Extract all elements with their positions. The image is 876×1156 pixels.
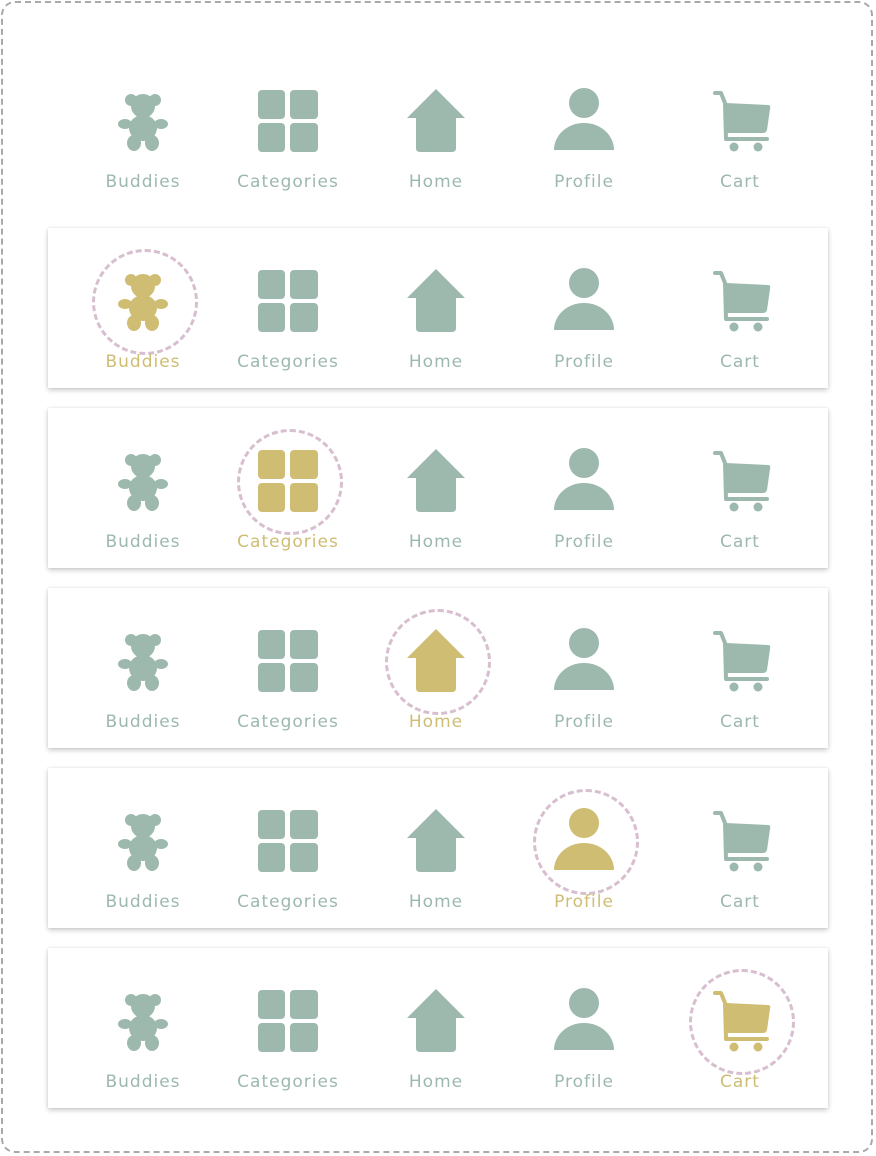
nav-item-label: Categories [237, 172, 339, 192]
shopping-cart-icon [708, 448, 772, 512]
nav-item-buddies[interactable] [68, 948, 218, 1108]
nav-item-label: Cart [720, 352, 760, 372]
nav-item-categories[interactable] [213, 48, 363, 208]
home-icon [404, 448, 468, 512]
nav-item-home[interactable] [361, 408, 511, 568]
shopping-cart-icon [708, 88, 772, 152]
nav-item-cart[interactable] [665, 48, 815, 208]
shopping-cart-icon [708, 808, 772, 872]
nav-item-label: Cart [720, 172, 760, 192]
teddy-bear-icon [111, 268, 175, 332]
nav-item-home[interactable] [361, 48, 511, 208]
nav-item-buddies[interactable] [68, 48, 218, 208]
nav-item-label: Home [408, 532, 464, 552]
nav-item-label: Home [408, 352, 464, 372]
teddy-bear-icon [111, 88, 175, 152]
nav-item-label: Profile [554, 712, 614, 732]
nav-item-label: Home [408, 712, 464, 732]
teddy-bear-icon [111, 448, 175, 512]
nav-item-label: Home [408, 172, 464, 192]
grid-icon [256, 808, 320, 872]
nav-item-buddies[interactable] [68, 408, 218, 568]
nav-item-label: Profile [554, 1072, 614, 1092]
grid-icon [256, 988, 320, 1052]
nav-item-label: Profile [554, 352, 614, 372]
tab-bar-cart-selected [48, 948, 828, 1108]
grid-icon [256, 448, 320, 512]
nav-item-cart[interactable] [665, 228, 815, 388]
nav-item-cart[interactable] [665, 408, 815, 568]
nav-item-label: Home [408, 892, 464, 912]
home-icon [404, 808, 468, 872]
teddy-bear-icon [111, 988, 175, 1052]
nav-item-profile[interactable] [509, 48, 659, 208]
nav-item-label: Cart [720, 532, 760, 552]
nav-item-label: Categories [237, 352, 339, 372]
nav-item-home[interactable] [361, 588, 511, 748]
nav-item-categories[interactable] [213, 228, 363, 388]
nav-item-label: Categories [237, 712, 339, 732]
home-icon [404, 628, 468, 692]
user-icon [552, 448, 616, 512]
user-icon [552, 628, 616, 692]
nav-item-label: Cart [720, 712, 760, 732]
user-icon [552, 988, 616, 1052]
nav-item-cart[interactable] [665, 768, 815, 928]
nav-item-categories[interactable] [213, 408, 363, 568]
tab-bar-categories-selected [48, 408, 828, 568]
tab-bar-home-selected [48, 588, 828, 748]
tab-bar-default [48, 48, 828, 208]
nav-item-profile[interactable] [509, 948, 659, 1108]
nav-item-buddies[interactable] [68, 588, 218, 748]
nav-item-profile[interactable] [509, 588, 659, 748]
nav-item-label: Profile [554, 892, 614, 912]
nav-item-label: Buddies [105, 352, 181, 372]
nav-item-label: Categories [237, 1072, 339, 1092]
nav-item-label: Buddies [105, 1072, 181, 1092]
nav-item-buddies[interactable] [68, 228, 218, 388]
nav-item-profile[interactable] [509, 768, 659, 928]
nav-item-label: Home [408, 1072, 464, 1092]
tab-bar-buddies-selected [48, 228, 828, 388]
shopping-cart-icon [708, 988, 772, 1052]
nav-item-home[interactable] [361, 228, 511, 388]
grid-icon [256, 88, 320, 152]
nav-item-cart[interactable] [665, 588, 815, 748]
nav-item-cart[interactable] [665, 948, 815, 1108]
nav-item-label: Cart [720, 1072, 760, 1092]
tab-bar-profile-selected [48, 768, 828, 928]
shopping-cart-icon [708, 628, 772, 692]
nav-item-home[interactable] [361, 768, 511, 928]
nav-item-label: Profile [554, 532, 614, 552]
home-icon [404, 88, 468, 152]
grid-icon [256, 628, 320, 692]
nav-item-buddies[interactable] [68, 768, 218, 928]
nav-item-label: Buddies [105, 892, 181, 912]
nav-item-categories[interactable] [213, 948, 363, 1108]
nav-item-categories[interactable] [213, 588, 363, 748]
nav-item-profile[interactable] [509, 408, 659, 568]
user-icon [552, 808, 616, 872]
nav-item-label: Categories [237, 532, 339, 552]
nav-item-profile[interactable] [509, 228, 659, 388]
nav-item-label: Buddies [105, 712, 181, 732]
user-icon [552, 268, 616, 332]
nav-item-home[interactable] [361, 948, 511, 1108]
nav-item-label: Buddies [105, 532, 181, 552]
nav-item-label: Profile [554, 172, 614, 192]
nav-item-label: Cart [720, 892, 760, 912]
teddy-bear-icon [111, 808, 175, 872]
teddy-bear-icon [111, 628, 175, 692]
home-icon [404, 988, 468, 1052]
user-icon [552, 88, 616, 152]
nav-item-label: Buddies [105, 172, 181, 192]
home-icon [404, 268, 468, 332]
shopping-cart-icon [708, 268, 772, 332]
nav-item-categories[interactable] [213, 768, 363, 928]
grid-icon [256, 268, 320, 332]
nav-item-label: Categories [237, 892, 339, 912]
